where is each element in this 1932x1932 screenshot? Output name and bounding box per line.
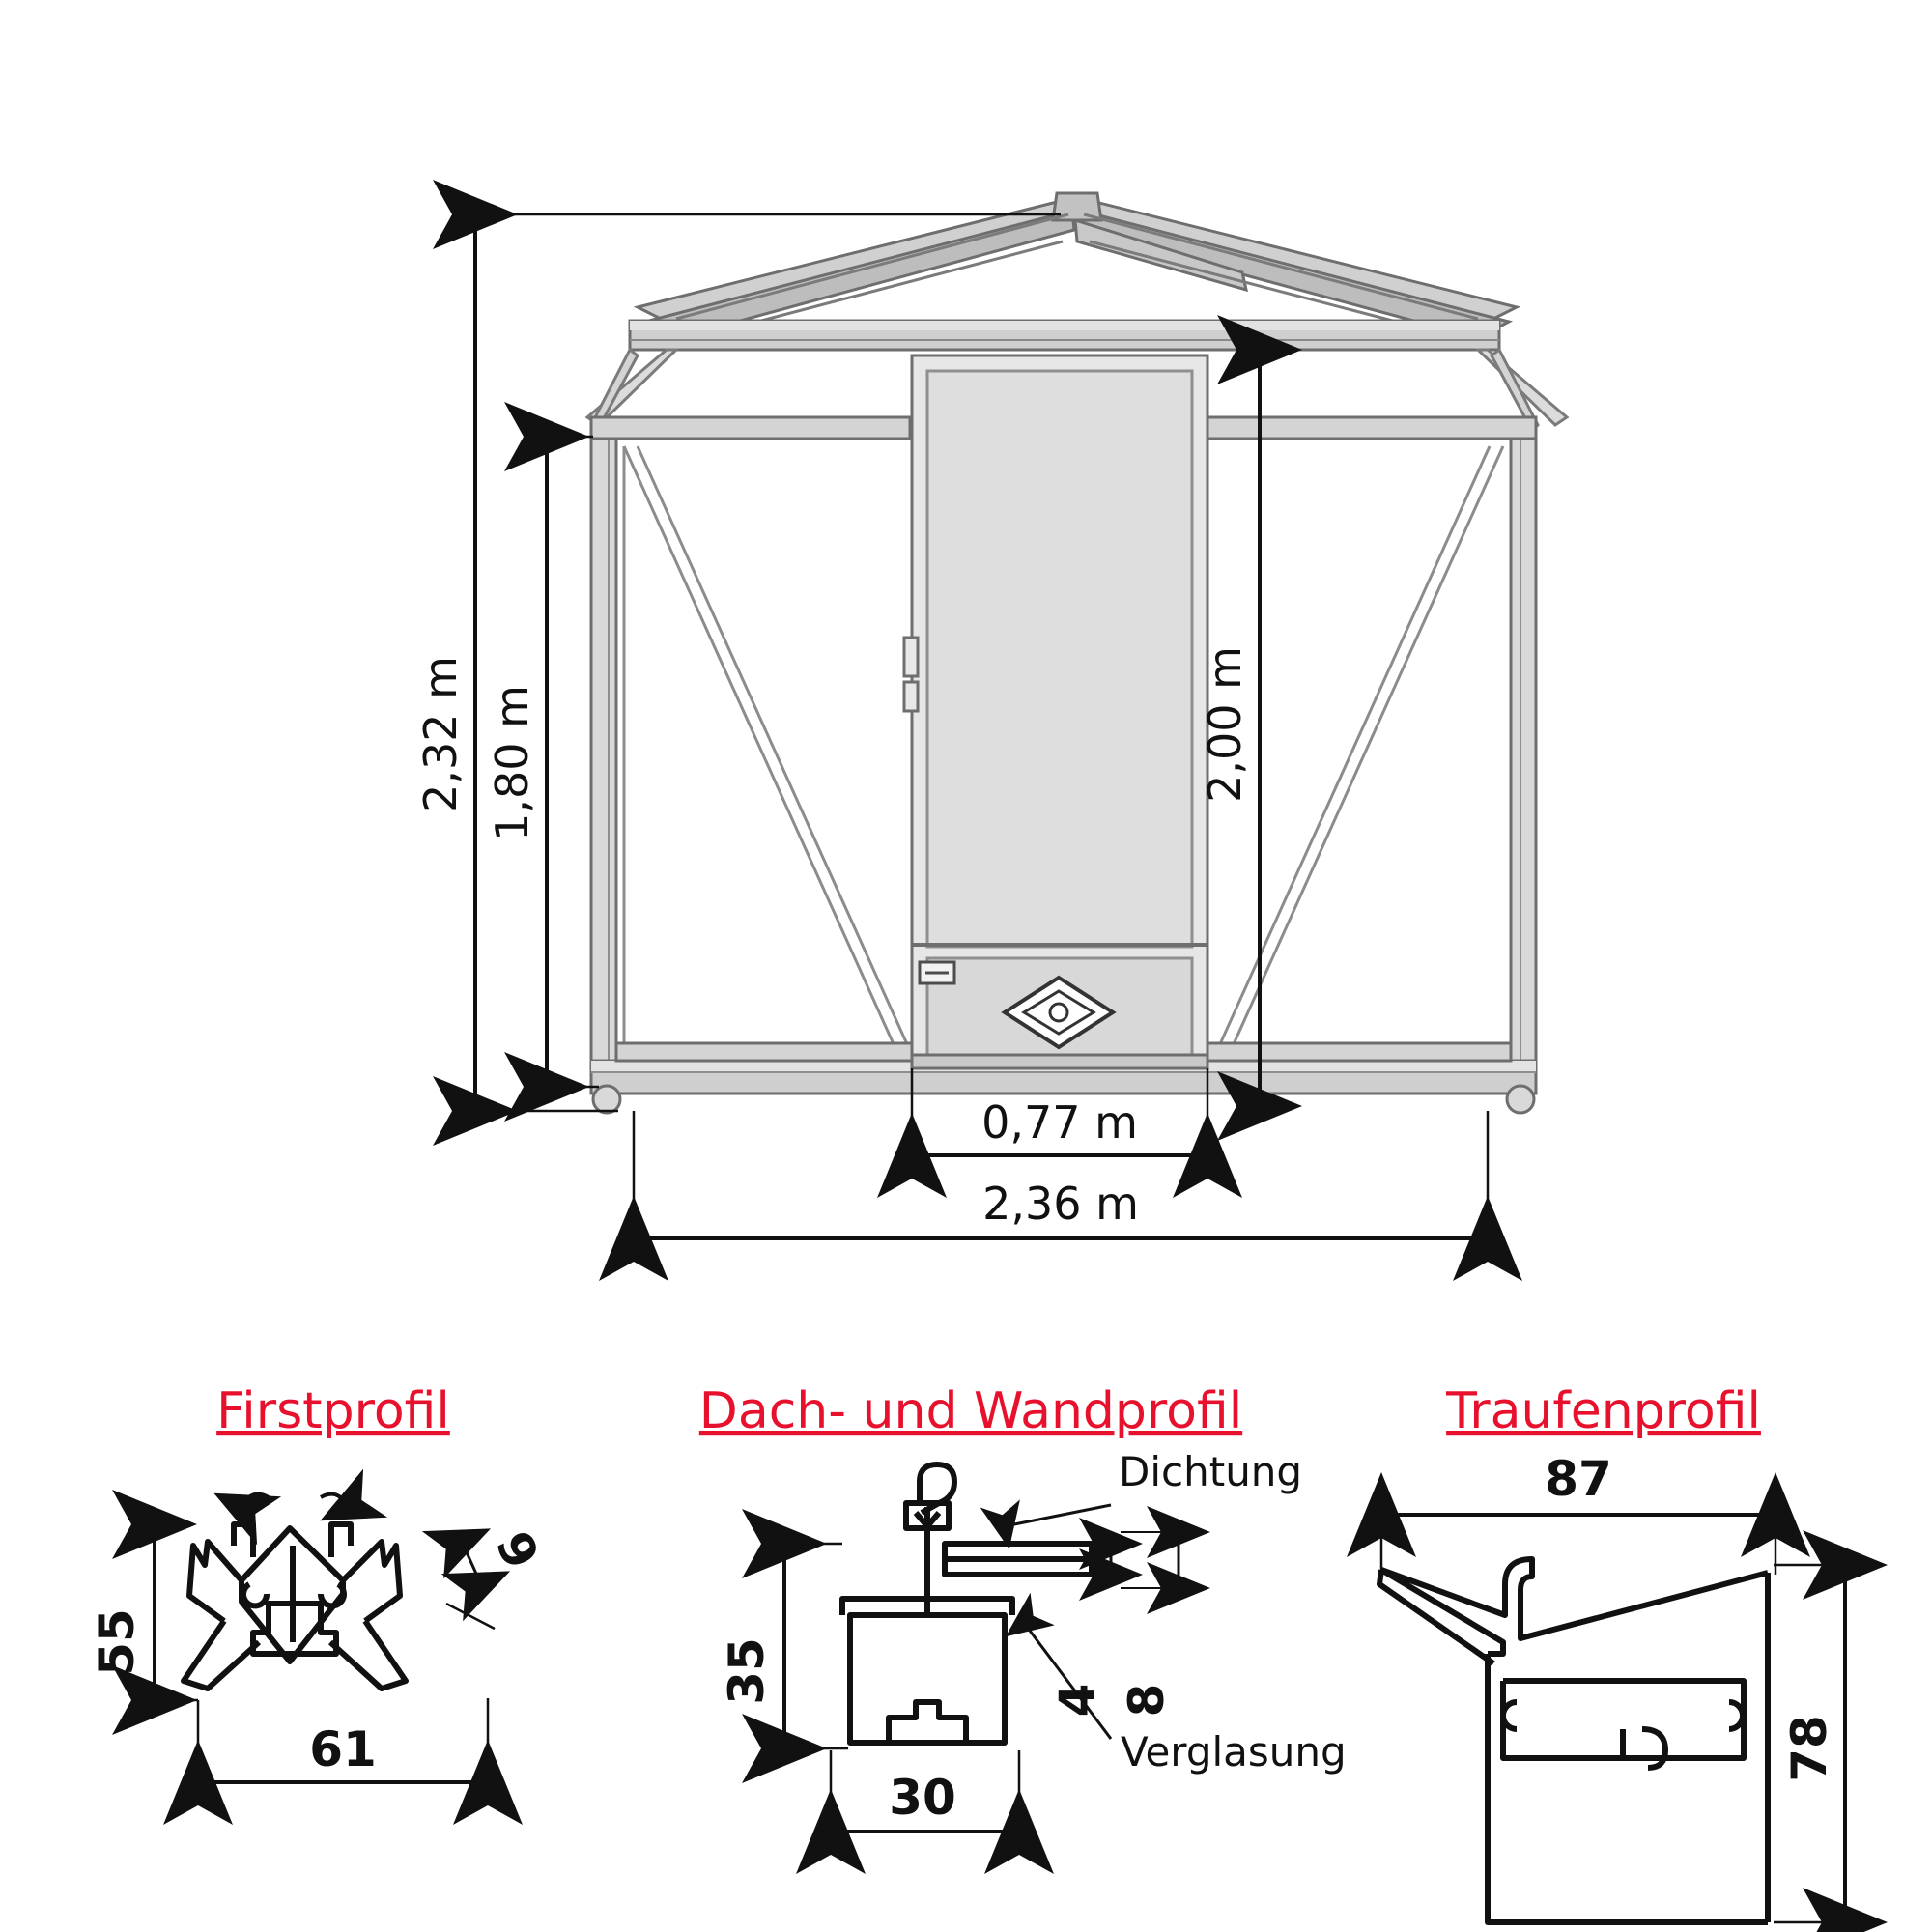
dimension-wandprofil-8 bbox=[1119, 1532, 1192, 1717]
callout-dichtung: Dichtung bbox=[1119, 1448, 1303, 1495]
dimension-label-firstprofil-width: 61 bbox=[309, 1721, 377, 1777]
dimension-label-wandprofil-width: 30 bbox=[889, 1770, 956, 1826]
dimension-label-wandprofil-gap: 8 bbox=[1119, 1683, 1175, 1718]
dimension-label-wandprofil-glazing: 4 bbox=[1049, 1683, 1105, 1718]
eave-beam bbox=[630, 321, 1499, 350]
dimension-firstprofil-55 bbox=[89, 1524, 198, 1700]
firstprofil-glazing-arrows bbox=[242, 1494, 348, 1507]
dimension-label-eave-height: 1,80 m bbox=[486, 685, 538, 841]
dimension-label-firstprofil-height: 55 bbox=[89, 1608, 145, 1676]
glazing-leader bbox=[1024, 1623, 1111, 1739]
dimension-label-total-height: 2,32 m bbox=[414, 656, 467, 812]
profile-title-dach-und-wandprofil: Dach- und Wandprofil bbox=[698, 1382, 1243, 1440]
greenhouse-elevation bbox=[587, 193, 1567, 1113]
firstprofil-section bbox=[184, 1524, 406, 1689]
dimension-firstprofil-61 bbox=[198, 1698, 488, 1797]
gasket-leader bbox=[1005, 1505, 1111, 1526]
profile-title-firstprofil: Firstprofil bbox=[216, 1382, 450, 1440]
dimension-label-wandprofil-height: 35 bbox=[719, 1637, 775, 1705]
dimension-traufenprofil-78 bbox=[1774, 1565, 1857, 1922]
glazing-left bbox=[624, 446, 912, 1055]
dimension-label-total-width: 2,36 m bbox=[982, 1178, 1139, 1230]
dimension-label-door-width: 0,77 m bbox=[981, 1096, 1138, 1149]
wall-right bbox=[1511, 417, 1536, 1094]
wall-left bbox=[591, 417, 616, 1094]
dimension-wandprofil-4 bbox=[1049, 1544, 1124, 1717]
dimension-wandprofil-30 bbox=[831, 1750, 1019, 1847]
callout-verglasung: Verglasung bbox=[1121, 1728, 1347, 1776]
dimension-label-firstprofil-flange: 9 bbox=[484, 1522, 551, 1577]
dimension-label-traufenprofil-width: 87 bbox=[1545, 1451, 1612, 1507]
profile-traufenprofil bbox=[1379, 1382, 1857, 1922]
dimension-wandprofil-35 bbox=[719, 1544, 848, 1748]
door bbox=[904, 355, 1208, 1068]
profile-firstprofil bbox=[89, 1382, 550, 1797]
profile-dach-und-wandprofil bbox=[699, 1382, 1347, 1847]
dimension-label-traufenprofil-height: 78 bbox=[1781, 1715, 1837, 1782]
dimension-label-door-height: 2,00 m bbox=[1199, 646, 1251, 803]
traufenprofil-section bbox=[1379, 1559, 1768, 1922]
dimension-1-80 bbox=[486, 437, 599, 1087]
profile-title-traufenprofil: Traufenprofil bbox=[1446, 1382, 1761, 1440]
dimension-firstprofil-9 bbox=[446, 1523, 550, 1629]
dimension-traufenprofil-87 bbox=[1381, 1451, 1776, 1575]
